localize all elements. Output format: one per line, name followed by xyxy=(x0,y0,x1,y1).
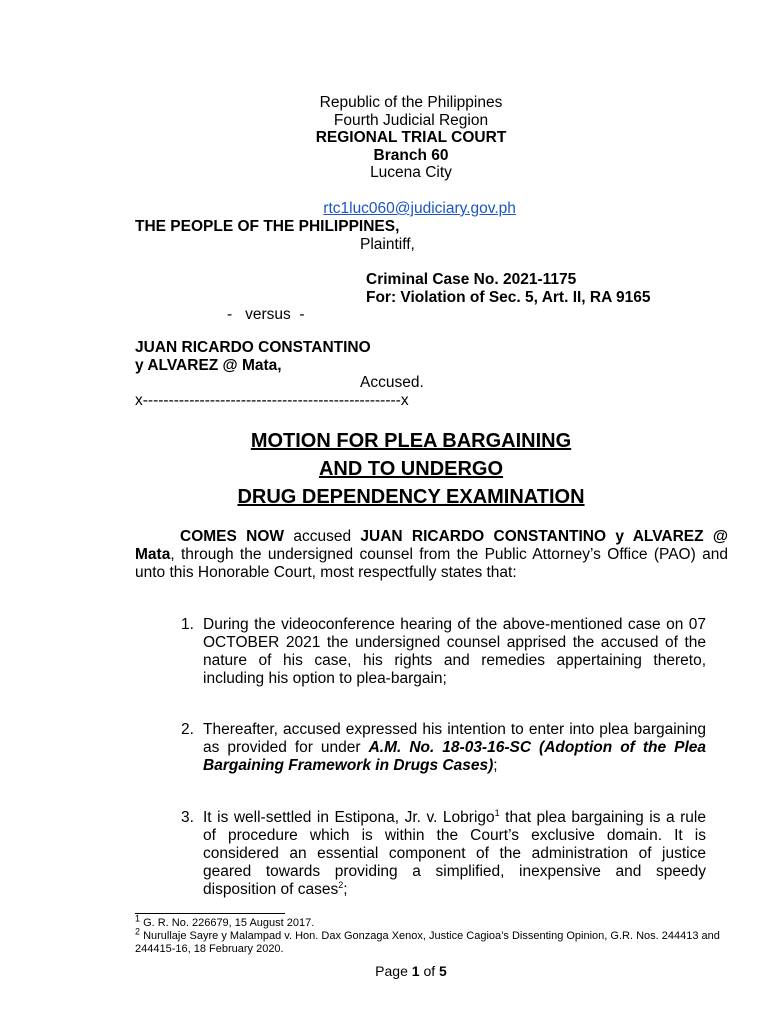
item-3-number: 3. xyxy=(181,809,194,826)
footer-of-word: of xyxy=(423,963,436,979)
intro-accused-word: accused xyxy=(293,528,352,545)
intro-paragraph xyxy=(135,528,728,582)
footnote-2-text: Nurullaje Sayre y Malampad v. Hon. Dax Gonzaga Xenox, Justice Cagioa’s Dissenting Opinion, G.R. Nos. 244413 and 244415-16, 18 February 2020. xyxy=(135,930,720,955)
item-2-text-before: Thereafter, accused expressed his intention to enter into plea bargaining as provided for under xyxy=(203,721,706,756)
item-2-text xyxy=(203,721,706,775)
footnote-ref-2[interactable]: 2 xyxy=(338,879,344,890)
header-court: REGIONAL TRIAL COURT xyxy=(315,129,507,146)
item-3-text-c: ; xyxy=(343,881,348,898)
item-2-text-after: ; xyxy=(493,757,498,774)
footnote-1-text: G. R. No. 226679, 15 August 2017. xyxy=(140,917,315,929)
footer-current-page: 1 xyxy=(411,963,420,979)
footnote-divider xyxy=(135,913,285,914)
intro-accused-name: JUAN RICARDO CONSTANTINO y ALVAREZ @ Mata xyxy=(135,528,728,563)
header-email-link[interactable]: rtc1luc060@judiciary.gov.ph xyxy=(323,200,516,217)
footnote-ref-1[interactable]: 1 xyxy=(494,807,500,818)
title-line1: MOTION FOR PLEA BARGAINING xyxy=(250,430,572,452)
accused-name-line1: JUAN RICARDO CONSTANTINO xyxy=(135,339,371,356)
intro-rest: , through the undersigned counsel from the Public Attorney’s Office (PAO) and unto this Honorable Court, most respectfully states that: xyxy=(135,546,728,581)
footer-total-pages: 5 xyxy=(439,963,447,979)
item-3-text-b: that plea bargaining is a rule of procedure which is within the Court’s exclusive domain. It is considered an essential component of the administration of justice geared towards providing a simplified, inexpensive and speedy disposition of cases xyxy=(203,809,706,898)
header-city: Lucena City xyxy=(370,164,452,181)
title-line3: DRUG DEPENDENCY EXAMINATION xyxy=(237,486,585,508)
item-3-text-a: It is well-settled in Estipona, Jr. v. Lobrigo xyxy=(203,809,495,826)
page-footer xyxy=(0,963,768,979)
plaintiff-role: Plaintiff, xyxy=(360,236,415,253)
footnote-2 xyxy=(135,926,735,956)
case-number: Criminal Case No. 2021-1175 xyxy=(366,271,577,288)
item-1-number: 1. xyxy=(181,616,194,633)
header-branch: Branch 60 xyxy=(373,147,449,164)
footnote-2-mark: 2 xyxy=(135,926,141,937)
footnote-1-mark: 1 xyxy=(135,913,141,924)
versus: - versus - xyxy=(227,306,305,323)
footnote-1 xyxy=(135,913,735,930)
plaintiff-name: THE PEOPLE OF THE PHILIPPINES, xyxy=(135,218,400,235)
header-republic: Republic of the Philippines xyxy=(319,94,503,111)
item-3-text xyxy=(203,809,706,899)
item-1-text: During the videoconference hearing of the above-mentioned case on 07 OCTOBER 2021 the undersigned counsel apprised the accused of the nature of his case, his rights and remedies appertaining thereto, including his option to plea-bargain; xyxy=(203,616,706,687)
case-offense: For: Violation of Sec. 5, Art. II, RA 9165 xyxy=(366,289,651,306)
item-2-citation: A.M. No. 18-03-16-SC (Adoption of the Plea Bargaining Framework in Drugs Cases) xyxy=(203,739,706,774)
title-line2: AND TO UNDERGO xyxy=(318,458,504,480)
intro-comes-now: COMES NOW xyxy=(180,528,285,545)
caption-separator: x--------------------------------------------------x xyxy=(135,392,409,409)
accused-role: Accused. xyxy=(360,374,424,391)
header-region: Fourth Judicial Region xyxy=(333,112,489,129)
item-2-number: 2. xyxy=(181,721,194,738)
accused-name-line2: y ALVAREZ @ Mata, xyxy=(135,357,282,374)
footer-page-word: Page xyxy=(375,963,408,979)
